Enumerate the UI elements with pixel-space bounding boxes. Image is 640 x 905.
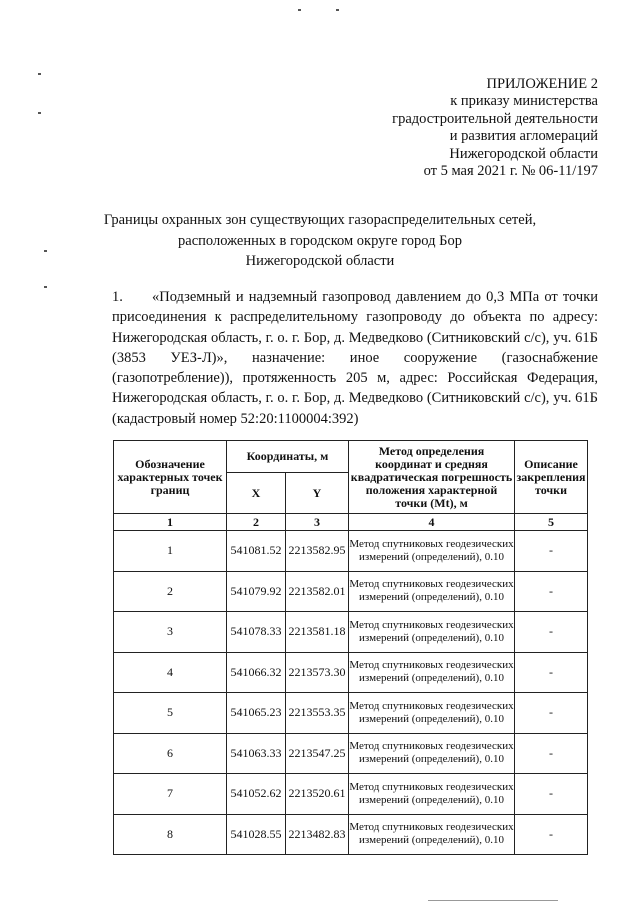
document-title [60,210,580,272]
point-number: 5 [114,693,227,734]
scan-speck [298,9,301,11]
table-row [114,774,588,815]
table-row [114,814,588,855]
x-coordinate: 541079.92 [227,571,286,612]
title-line: Границы охранных зон существующих газораспределительных сетей, [103,212,537,228]
table-row [114,531,588,572]
header-description: Описание закрепления точки [515,441,588,514]
scan-speck [336,9,339,11]
method-cell: Метод спутниковых геодезических измерений (определений), 0.10 [349,612,515,653]
point-number: 1 [114,531,227,572]
y-coordinate: 2213573.30 [286,652,349,693]
ministry-name-line: градостроительной деятельности [392,110,598,127]
header-method: Метод определения координат и средняя квадратическая погрешность положения характерной точки (Mt), м [349,441,515,514]
x-coordinate: 541065.23 [227,693,286,734]
x-coordinate: 541028.55 [227,814,286,855]
scan-speck [38,112,41,114]
y-coordinate: 2213520.61 [286,774,349,815]
point-number: 6 [114,733,227,774]
paragraph-number: 1. [112,289,123,305]
order-reference-line: к приказу министерства [450,93,598,110]
description-cell: - [515,774,588,815]
method-cell: Метод спутниковых геодезических измерений (определений), 0.10 [349,693,515,734]
y-coordinate: 2213582.95 [286,531,349,572]
description-cell: - [515,652,588,693]
x-coordinate: 541066.32 [227,652,286,693]
appendix-header [298,76,598,180]
description-cell: - [515,814,588,855]
y-coordinate: 2213553.35 [286,693,349,734]
object-description-paragraph [112,287,598,429]
method-cell: Метод спутниковых геодезических измерений (определений), 0.10 [349,652,515,693]
method-cell: Метод спутниковых геодезических измерений (определений), 0.10 [349,814,515,855]
point-number: 8 [114,814,227,855]
order-date-number: от 5 мая 2021 г. № 06-11/197 [423,163,598,180]
table-row [114,693,588,734]
y-coordinate: 2213482.83 [286,814,349,855]
point-number: 3 [114,612,227,653]
description-cell: - [515,571,588,612]
description-cell: - [515,612,588,653]
column-number: 2 [227,514,286,531]
title-line: Нижегородской области [245,253,395,269]
x-coordinate: 541052.62 [227,774,286,815]
page-bottom-rule [428,900,558,901]
header-coordinates: Координаты, м [227,441,349,473]
point-number: 2 [114,571,227,612]
y-coordinate: 2213581.18 [286,612,349,653]
x-coordinate: 541078.33 [227,612,286,653]
point-number: 4 [114,652,227,693]
scan-speck [44,250,47,252]
appendix-title: ПРИЛОЖЕНИЕ 2 [486,76,598,92]
header-x: X [227,473,286,514]
description-cell: - [515,733,588,774]
ministry-name-line: и развития агломераций [449,128,598,145]
table-row [114,733,588,774]
column-number: 5 [515,514,588,531]
x-coordinate: 541063.33 [227,733,286,774]
column-number: 4 [349,514,515,531]
method-cell: Метод спутниковых геодезических измерений (определений), 0.10 [349,571,515,612]
description-cell: - [515,531,588,572]
header-y: Y [286,473,349,514]
y-coordinate: 2213582.01 [286,571,349,612]
region-line: Нижегородской области [449,145,598,162]
header-designation: Обозначение характерных точек границ [114,441,227,514]
method-cell: Метод спутниковых геодезических измерений (определений), 0.10 [349,531,515,572]
y-coordinate: 2213547.25 [286,733,349,774]
title-line: расположенных в городском округе город Бор [178,232,462,249]
table-row [114,571,588,612]
method-cell: Метод спутниковых геодезических измерений (определений), 0.10 [349,733,515,774]
x-coordinate: 541081.52 [227,531,286,572]
scan-speck [38,73,41,75]
coordinates-table [113,440,588,855]
description-cell: - [515,693,588,734]
table-row [114,612,588,653]
point-number: 7 [114,774,227,815]
column-number: 1 [114,514,227,531]
paragraph-text: «Подземный и надземный газопровод давлением до 0,3 МПа от точки присоединения к распределительному газопроводу до объекта по адресу: Нижегородская область, г. о. г. Бор, д. Медведково (Ситниковский с/с), уч. 61Б (3853 УЕЗ-Л)», назначение: иное сооружение (газоснабжение (газопотребление)), протяженность 205 м, адрес: Российская Федерация, Нижегородская область, г. о. г. Бор, д. Медведково (Ситниковский с/с), уч. 61Б (кадастровый номер 52:20:1100004:392) [112,289,598,427]
scan-speck [44,286,47,288]
column-number: 3 [286,514,349,531]
method-cell: Метод спутниковых геодезических измерений (определений), 0.10 [349,774,515,815]
column-number-row [114,514,588,531]
table-row [114,652,588,693]
